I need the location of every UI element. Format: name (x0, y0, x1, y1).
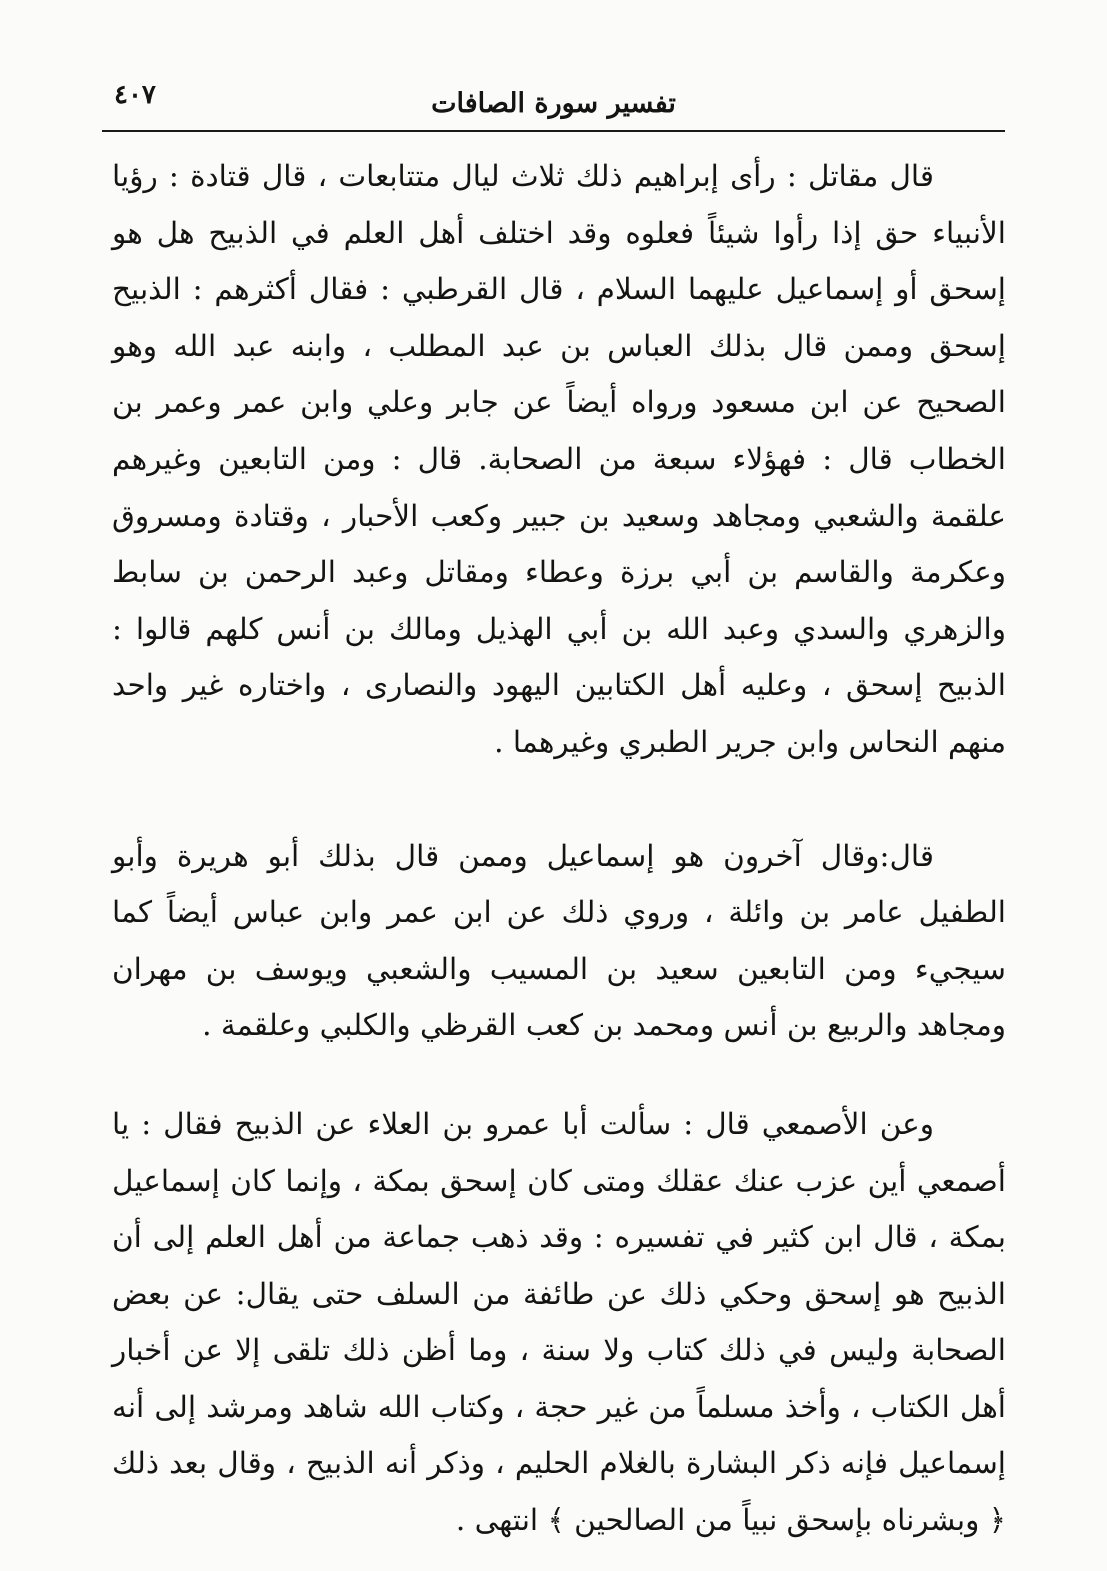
page-body (112, 148, 1006, 1549)
paragraph-2: قال:وقال آخرون هو إسماعيل وممن قال بذلك أبو هريرة وأبو الطفيل عامر بن وائلة ، وروي ذلك عن ابن عمر وابن عباس أيضاً كما سيجيء ومن التابعين سعيد بن المسيب والشعبي ويوسف بن مهران ومجاهد والربيع بن أنس ومحمد بن كعب القرظي والكلبي وعلقمة . (112, 838, 1006, 1043)
page-number: ٤٠٧ (114, 80, 156, 110)
running-title: تفسير سورة الصافات (431, 88, 676, 119)
page-header (102, 74, 1005, 132)
paragraph-1: قال مقاتل : رأى إبراهيم ذلك ثلاث ليال متتابعات ، قال قتادة : رؤيا الأنبياء حق إذا رأوا شيئاً فعلوه وقد اختلف أهل العلم في الذبيح هل هو إسحق أو إسماعيل عليهما السلام ، قال القرطبي : فقال أكثرهم : الذبيح إسحق وممن قال بذلك العباس بن عبد المطلب ، وابنه عبد الله وهو الصحيح عن ابن مسعود ورواه أيضاً عن جابر وعلي وابن عمر وعمر بن الخطاب قال : فهؤلاء سبعة من الصحابة. قال : ومن التابعين وغيرهم علقمة والشعبي ومجاهد وسعيد بن جبير وكعب الأحبار ، وقتادة ومسروق وعكرمة والقاسم بن أبي برزة وعطاء ومقاتل وعبد الرحمن بن سابط والزهري والسدي وعبد الله بن أبي الهذيل ومالك بن أنس كلهم قالوا : الذبيح إسحق ، وعليه أهل الكتابين اليهود والنصارى ، واختاره غير واحد منهم النحاس وابن جرير الطبري وغيرهما . (112, 159, 1006, 759)
paragraph-3: وعن الأصمعي قال : سألت أبا عمرو بن العلاء عن الذبيح فقال : يا أصمعي أين عزب عنك عقلك ومتى كان إسحق بمكة ، وإنما كان إسماعيل بمكة ، قال ابن كثير في تفسيره : وقد ذهب جماعة من أهل العلم إلى أن الذبيح هو إسحق وحكي ذلك عن طائفة من السلف حتى يقال: عن بعض الصحابة وليس في ذلك كتاب ولا سنة ، وما أظن ذلك تلقى إلا عن أخبار أهل الكتاب ، وأخذ مسلماً من غير حجة ، وكتاب الله شاهد ومرشد إلى أنه إسماعيل فإنه ذكر البشارة بالغلام الحليم ، وذكر أنه الذبيح ، وقال بعد ذلك ﴿ وبشرناه بإسحق نبياً من الصالحين ﴾ انتهى . (112, 1106, 1006, 1538)
